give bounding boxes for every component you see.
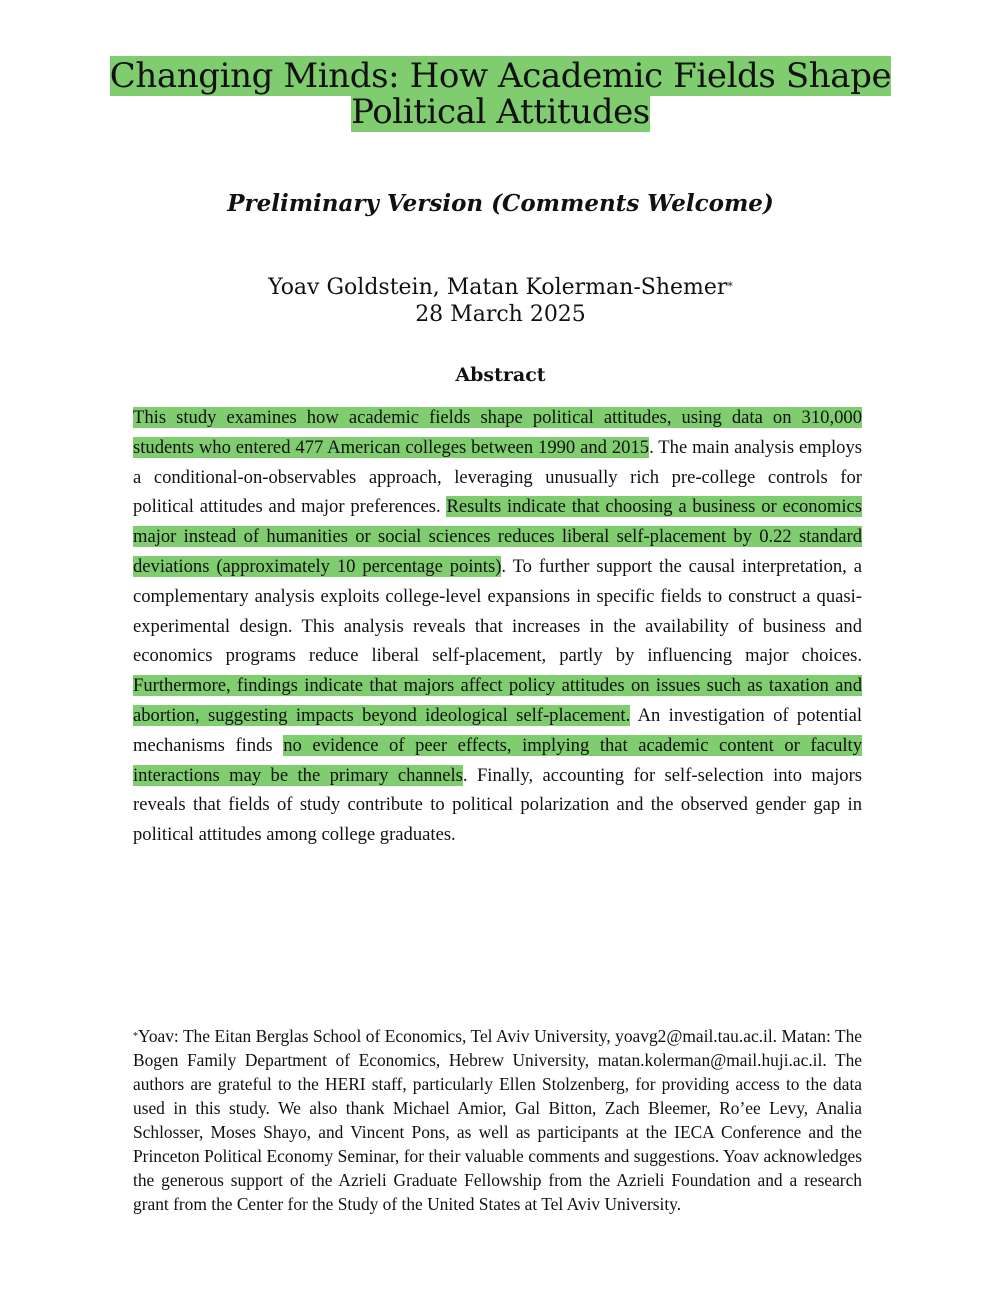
author-footnote-marker: *	[727, 280, 733, 293]
abstract-segment: . The main analysis employs a conditional-on-observables approach, leveraging unusually rich pre-college controls for political attitudes and major preferences.	[133, 436, 863, 518]
abstract-segment: Results indicate that choosing a business or economics major instead of humanities or social sciences reduces liberal self-placement by 0.22 standard deviations (approximately 10 percentage points)	[133, 496, 862, 577]
paper-subtitle: Preliminary Version (Comments Welcome)	[227, 190, 774, 217]
paper-title	[40, 58, 961, 130]
abstract-body	[133, 403, 862, 850]
abstract-segment: no evidence of peer effects, implying that academic content or faculty interactions may be the primary channels	[133, 734, 863, 786]
abstract-segment: Furthermore, findings indicate that majors affect policy attitudes on issues such as taxation and abortion, suggesting impacts beyond ideological self-placement.	[133, 675, 862, 726]
abstract-heading: Abstract	[455, 364, 546, 386]
author-names: Yoav Goldstein, Matan Kolerman-Shemer	[268, 275, 728, 300]
footnote-marker: *	[133, 1031, 138, 1042]
abstract-segment: This study examines how academic fields shape political attitudes, using data on 310,000 students who entered 477 American colleges between 1990 and 2015	[133, 407, 862, 458]
abstract-segment: . To further support the causal interpretation, a complementary analysis exploits college-level expansions in specific fields to construct a quasi-experimental design. This analysis reveals that increases in the availability of business and economics programs reduce liberal self-placement, partly by influencing major choices.	[133, 555, 862, 667]
author-line	[40, 274, 961, 301]
abstract-segment: . Finally, accounting for self-selection into majors reveals that fields of study contribute to political polarization and the observed gender gap in political attitudes among college graduates.	[133, 764, 862, 846]
paper-title-text: Changing Minds: How Academic Fields Shape Political Attitudes	[109, 56, 892, 132]
footnote-text: Yoav: The Eitan Berglas School of Economics, Tel Aviv University, yoavg2@mail.tau.ac.il. Matan: The Bogen Family Department of Economics, Hebrew University, matan.kolerman@mail.huji.ac.il. The authors are grateful to the HERI staff, particularly Ellen Stolzenberg, for providing access to the data used in this study. We also thank Michael Amior, Gal Bitton, Zach Bleemer, Ro’ee Levy, Analia Schlosser, Moses Shayo, and Vincent Pons, as well as participants at the IECA Conference and the Princeton Political Economy Seminar, for their valuable comments and suggestions. Yoav acknowledges the generous support of the Azrieli Graduate Fellowship from the Azrieli Foundation and a research grant from the Center for the Study of the United States at Tel Aviv University.	[133, 1026, 862, 1214]
author-block	[40, 274, 961, 328]
paper-date: 28 March 2025	[415, 302, 586, 327]
abstract-segment: An investigation of potential mechanisms finds	[133, 704, 862, 756]
author-footnote	[133, 1024, 862, 1216]
